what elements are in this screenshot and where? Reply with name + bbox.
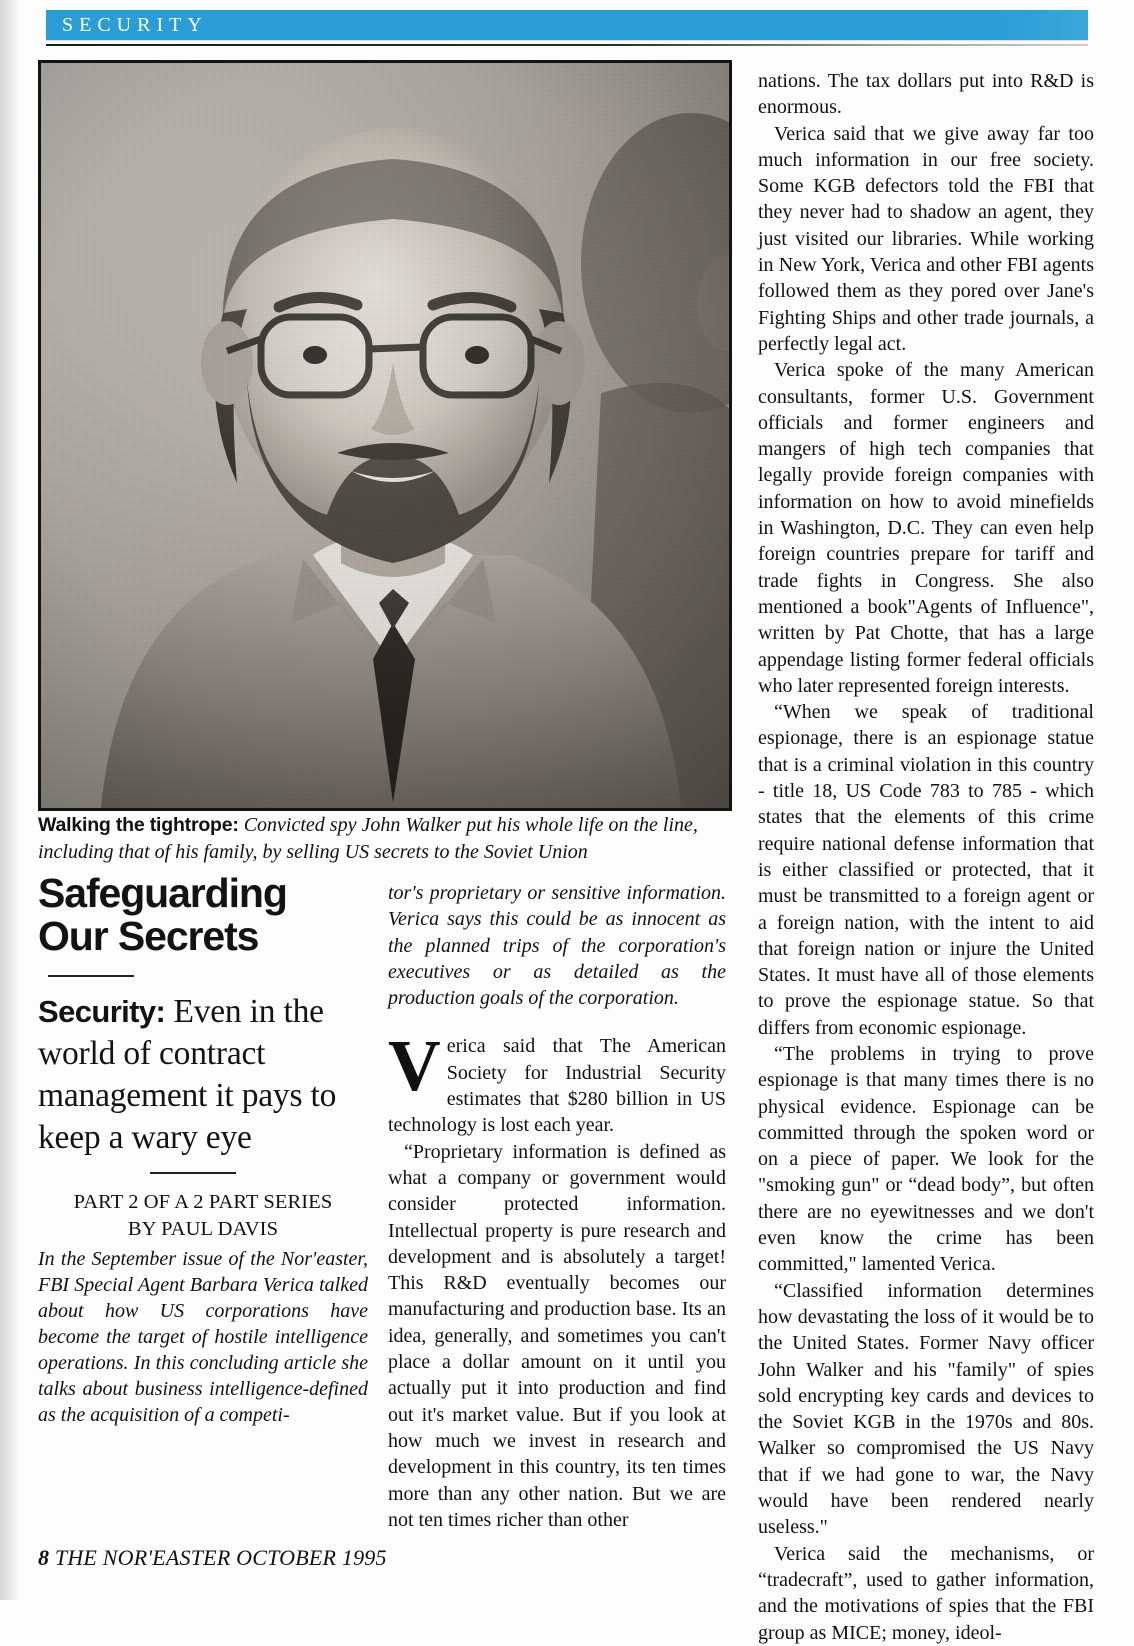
column-three-paragraph: Verica spoke of the many American consultants, former U.S. Government officials and former engineers and mangers of high tech companies that legally provide foreign companies with information on how to avoid minefields in Washington, D.C. They can even help foreign countries prepare for tariff and trade fights in Congress. She also mentioned a book"Agents of Influence", written by Pat Chotte, that has a large appendage listing former federal officials who later represented foreign interests. <box>758 359 1094 697</box>
photo-caption-text: Convicted spy John Walker put his whole life on the line, including that of his family, by selling US secrets to the Soviet Union <box>38 814 698 863</box>
scan-edge-shadow <box>0 0 20 1600</box>
standfirst-paragraph: In the September issue of the Nor'easter, FBI Special Agent Barbara Verica talked about how US corporations have become the target of hostile intelligence operations. In this concluding article she talks about business intelligence-defined as the acquisition of a competi- <box>38 1248 368 1427</box>
column-two <box>388 880 726 1533</box>
dropcap-paragraph-text: erica said that The American Society for Industrial Security estimates that $280 billion in US technology is lost each year. <box>388 1035 726 1137</box>
column-two-paragraph: “Proprietary information is defined as what a company or government would consider protected information. Intellectual property is pure research and development and is absolutely a target! This R&D eventually becomes our manufacturing and production base. Its an idea, generally, and sometimes you can't place a dollar amount on it until you actually put it into production and find out it's market value. But if you look at how much we invest in research and development in this country, its ten times more than any other nation. But we are not ten times richer than other <box>388 1140 726 1531</box>
column-three-paragraph: “When we speak of traditional espionage, there is an espionage statue that is a criminal violation in this country - title 18, US Code 783 to 785 - which states that the elements of this crime require national defense information that is either classified or protected, that it must be transmitted to a foreign agent or a foreign nation, with the intent to aid that foreign nation or injure the United States. It must have all of those elements to prove the espionage statue. So that differs from economic espionage. <box>758 701 1094 1039</box>
series-line-1: PART 2 OF A 2 PART SERIES <box>73 1191 333 1214</box>
article-deck <box>38 991 368 1159</box>
column-three-paragraph: nations. The tax dollars put into R&D is enormous. <box>758 70 1094 119</box>
photo-vignette <box>41 63 729 808</box>
photo-caption <box>38 812 728 866</box>
dropcap-paragraph <box>388 1025 726 1138</box>
page-footer <box>38 1545 387 1571</box>
article-photo <box>38 60 732 811</box>
column-one <box>38 872 368 1428</box>
publication-footer-text: THE NOR'EASTER OCTOBER 1995 <box>54 1545 387 1570</box>
section-banner <box>0 10 1134 44</box>
drop-cap-letter: V <box>388 1025 441 1107</box>
deck-lead-label: Security: <box>38 993 166 1029</box>
series-line-2: BY PAUL DAVIS <box>127 1218 279 1241</box>
deck-divider <box>150 1172 236 1174</box>
deck-rest: Even in the world of contract management it pays to keep a wary eye <box>38 992 337 1156</box>
column-three-paragraph: “The problems in trying to prove espionage is that many times there is no physical evidence. Espionage can be committed through the spoken word or on a piece of paper. We look for the "smoking gun" or “dead body”, but often there are no eyewitnesses and we don't even know the crime has been committed," lamented Verica. <box>758 1042 1094 1276</box>
column-three-paragraph: Verica said the mechanisms, or “tradecraft”, used to gather information, and the motivations of spies that the FBI group as MICE; money, ideol- <box>758 1542 1094 1644</box>
page-number: 8 <box>38 1545 50 1570</box>
column-three <box>758 68 1094 1646</box>
column-three-paragraph: “Classified information determines how devastating the loss of it would be to the United States. Former Navy officer John Walker and his "family" of spies sold encrypting key cards and devices to the Soviet KGB in the 1970s and 80s. Walker so compromised the US Navy that if we had gone to war, the Navy would have been rendered nearly useless." <box>758 1279 1094 1539</box>
banner-rule <box>46 44 1088 46</box>
section-banner-label: SECURITY <box>62 14 208 36</box>
page-title <box>38 872 368 959</box>
column-three-paragraph: Verica said that we give away far too much information in our free society. Some KGB defectors told the FBI that they never had to shadow an agent, they just visited our libraries. While working in New York, Verica and other FBI agents followed them as they pored over Jane's Fighting Ships and other trade journals, a perfectly legal act. <box>758 122 1094 355</box>
headline-divider <box>48 975 134 977</box>
headline-line-2: Our Secrets <box>38 913 259 960</box>
headline-line-1: Safeguarding <box>38 870 287 916</box>
photo-caption-lead: Walking the tightrope: <box>38 814 239 836</box>
italic-continuation: tor's proprietary or sensitive information. Verica says this could be as innocent as the planned trips of the corporation's executives or as detailed as the production goals of the corporation. <box>388 882 726 1010</box>
